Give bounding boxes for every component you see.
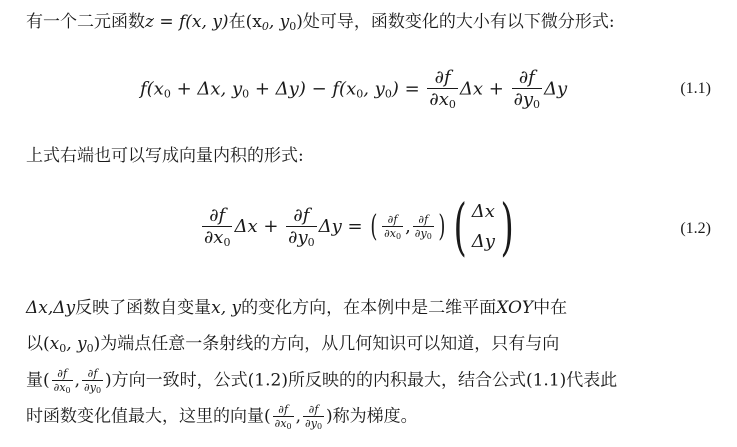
eq1-part: , y — [363, 78, 385, 100]
paragraph-direction-line-2: 以($x_0$, $y_0$)为端点任意一条射线的方向，从几何知识可以知道，只有与向 — [26, 334, 560, 355]
partial-fraction-y — [286, 206, 316, 249]
equation-number-1-2: (1.2) — [680, 220, 711, 237]
fraction-denominator: $\partial x_0$ — [429, 89, 456, 111]
vector-right-paren: ) — [500, 190, 514, 263]
gradient-y-inline: $\frac{\partial f}{\partial y_0}$ — [305, 403, 323, 431]
equation-number-1-1: (1.1) — [680, 80, 711, 97]
right-paren: ) — [438, 209, 446, 244]
eq1-part: f(x — [140, 78, 164, 100]
subscript: 0 — [384, 87, 392, 101]
vector-row-1: Δx — [471, 201, 495, 222]
column-vector — [472, 197, 495, 257]
eq2-after: Δy = — [318, 216, 369, 237]
eq1-mid: Δx + — [459, 78, 510, 100]
partial-fraction-y — [512, 68, 542, 111]
fraction-numerator: ∂f — [427, 68, 457, 89]
fraction-numerator: ∂f — [512, 68, 542, 89]
fraction-numerator: ∂f — [202, 206, 232, 227]
vector-row-2: Δy — [471, 231, 495, 252]
comma: , — [405, 216, 411, 237]
gradient-y-small: $\frac{\partial f}{\partial y_0}$ — [414, 213, 432, 241]
intro-text: 有一个二元函数 — [26, 12, 145, 32]
intro-math: , y — [268, 12, 290, 32]
paragraph-direction-line-1: Δx,Δy反映了函数自变量x, y的变化方向，在本例中是二维平面XOY中在 — [26, 298, 568, 318]
paragraph-direction-line-4: 时函数变化值最大，这里的向量( $\frac{\partial f}{\partial x_0}$ , $\frac{\partial f}{\partial y_0}$ )称为梯度。 — [26, 403, 418, 431]
paragraph-intro — [26, 10, 615, 34]
intro-text-3: )处可导，函数变化的大小有以下微分形式: — [296, 12, 615, 32]
left-paren: ( — [370, 209, 378, 244]
function-expression: z = f(x, y) — [145, 12, 229, 32]
eq1-part: ) = — [391, 78, 426, 100]
paragraph-direction-line-3: 量( $\frac{\partial f}{\partial x_0}$ , $\frac{\partial f}{\partial y_0}$ )方向一致时，公式(1.2)所反映的的内积最大，结合公式(1.1)代表此 — [26, 367, 618, 395]
equation-1-2 — [200, 190, 519, 263]
paragraph-inner-product: 上式右端也可以写成向量内积的形式: — [26, 146, 304, 166]
fraction-denominator: $\partial y_0$ — [513, 89, 541, 111]
gradient-x-inline: $\frac{\partial f}{\partial x_0}$ — [274, 403, 292, 431]
subscript: 0 — [242, 87, 250, 101]
gradient-y-inline: $\frac{\partial f}{\partial y_0}$ — [84, 367, 102, 395]
fraction-denominator: $\partial y_0$ — [288, 226, 315, 249]
fraction-denominator: $\partial x_0$ — [204, 226, 231, 249]
vector-left-paren: ( — [452, 190, 467, 263]
fraction-numerator: ∂f — [286, 206, 316, 227]
eq1-end: Δy — [544, 78, 568, 100]
intro-text-2: 在(x — [228, 12, 262, 32]
subscript: 0 — [261, 20, 269, 33]
gradient-x-inline: $\frac{\partial f}{\partial x_0}$ — [53, 367, 71, 395]
subscript: 0 — [289, 20, 297, 33]
subscript: 0 — [163, 87, 171, 101]
eq1-part: + Δx, y — [170, 78, 243, 100]
eq1-part: + Δy) − f(x — [249, 78, 357, 100]
partial-fraction-x — [202, 206, 232, 249]
partial-fraction-x — [427, 68, 457, 111]
gradient-x-small: $\frac{\partial f}{\partial x_0}$ — [384, 213, 402, 241]
equation-1-1 — [140, 68, 567, 111]
eq2-mid: Δx + — [234, 216, 285, 237]
subscript: 0 — [356, 87, 364, 101]
